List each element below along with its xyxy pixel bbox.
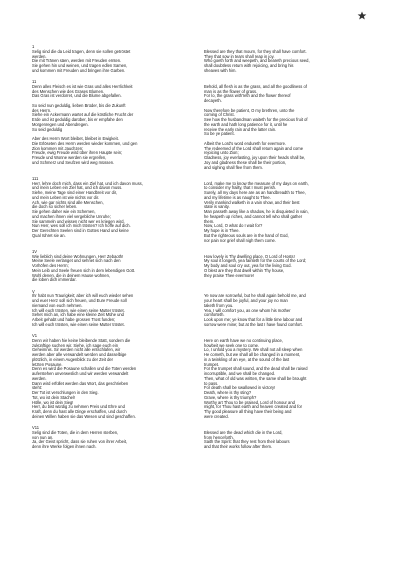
english-line: were created. xyxy=(204,413,229,419)
section-5 xyxy=(32,290,376,328)
english-line: them. xyxy=(204,218,215,224)
english-line: comforteth. xyxy=(204,312,225,318)
english-line: sorrow were mine; but at the last I have found comfort. xyxy=(204,321,303,327)
english-line: Blessed are they that mourn, for they shall have comfort. xyxy=(204,48,307,54)
english-line: The redeemed of the Lord shall return again and come xyxy=(204,145,303,151)
english-line: Albeit the Lord's word endureth for evermore. xyxy=(204,140,287,146)
english-line: Death, where is thy sting? xyxy=(204,390,252,395)
german-line: von nun an. xyxy=(32,434,54,440)
german-line: Sie sammeln und wissen nicht wer es kriegen wird. xyxy=(32,218,125,224)
german-line: letzten Posaune. xyxy=(32,361,63,367)
english-line: Saith the Spirit: that they rest from their labours xyxy=(204,439,290,445)
german-line: Tot, wo ist dein Stachel! xyxy=(32,394,76,400)
english-line: Who goeth forth and weepeth, and beareth precious seed, xyxy=(204,58,310,64)
german-line: auferstehen unverweslich und wir werden verwandelt xyxy=(32,371,129,376)
german-line: Selig sind die da Leid tragen, denn sie sollen getröstet xyxy=(32,48,131,54)
german-line: Aber des Herrn Wort bleibet, bleibet in Ewigkeit. xyxy=(32,136,119,141)
english-line: Behold, all flesh is as the grass, and all the goodliness of xyxy=(204,83,307,89)
german-line: Die mit Tränen säen, werden mit Freuden ernten. xyxy=(32,58,122,64)
english-line: Grave, where is thy triumph? xyxy=(204,394,257,400)
english-line: Man passeth away like a shadow, he is disquieted in vain, xyxy=(204,209,309,214)
english-line: Blessed are the dead which die in the Lord, xyxy=(204,429,283,435)
english-line: from henceforth, xyxy=(204,434,234,440)
german-line: werden aber alle verwandelt werden und dasselbige xyxy=(32,352,127,357)
english-line: Then, what of old was written, the same shall be brought xyxy=(204,375,307,381)
german-line: Morgenregen und Abendregen. xyxy=(32,121,89,127)
german-line: steht: xyxy=(32,385,43,391)
german-text-column xyxy=(32,290,198,328)
german-line: Siehe, meine Tage sind einer Handbreit vor dir, xyxy=(32,190,118,195)
german-line: Freude und Wonne werden sie ergreifen, xyxy=(32,155,107,160)
english-line: incorruptible, and we shall be changed. xyxy=(204,371,276,376)
english-line: Yea, I will comfort you, as one whom his mother xyxy=(204,307,291,313)
german-line: Ach, wie gar nichts sind alle Menschen, xyxy=(32,199,104,205)
german-line: Der Gerechten Seelen sind in Gottes Hand und keine xyxy=(32,228,129,233)
english-line: Now, Lord, O what do I wait for? xyxy=(204,223,263,229)
english-line: receive the early rain and the latter rain. xyxy=(204,126,277,132)
german-text-column xyxy=(32,80,198,170)
german-line: Das Gras ist verdorret, und die Blume abgefallen. xyxy=(32,93,122,99)
english-line: Ye now are sorrowful, but he shall again behold me, and xyxy=(204,293,306,299)
english-line: Here on earth have we no continuing place, xyxy=(204,337,283,343)
section-3 xyxy=(32,177,376,244)
english-text-column xyxy=(204,290,376,328)
english-line: He cometh, but we shall all be changed in a moment, xyxy=(204,352,301,357)
section-number: V11 xyxy=(32,426,39,430)
section-number: V xyxy=(32,289,35,294)
english-line: How lovely is Thy dwelling place, O Lord of Hosts! xyxy=(204,253,295,259)
english-text-column xyxy=(204,177,376,244)
german-line: Meine Seele verlanget und sehnet sich nach den xyxy=(32,258,121,264)
english-line: Lo, I unfold you a mystery. We shall not all sleep when xyxy=(204,347,303,353)
section-number: 1V xyxy=(32,249,38,254)
english-line: Lord, make me to know the measure of my days on earth, xyxy=(204,180,309,186)
german-line: Selig sind die Toten, die in dem Herren sterben, xyxy=(32,429,119,435)
english-line: rejoicing unto Zion; xyxy=(204,150,239,156)
german-line: die loben dich immerdar. xyxy=(32,277,77,283)
english-line: coming of Christ. xyxy=(204,112,235,118)
english-line: decayeth. xyxy=(204,98,222,103)
english-text-column xyxy=(204,426,376,450)
german-line: Arbeit gehabt und habe grossen Trost funden; xyxy=(32,317,116,322)
german-line: Herr, du bist würdig zu nehmen Preis und Ehre und xyxy=(32,404,125,410)
section-number: 111 xyxy=(32,176,39,181)
german-line: des Menschen wie des Grases Blumen. xyxy=(32,88,105,94)
german-line: deinen Willen haben sie das Wesen und sind geschaffen. xyxy=(32,413,136,419)
english-text-column xyxy=(204,250,376,283)
bilingual-text-body xyxy=(32,45,376,456)
german-text-column xyxy=(32,334,198,420)
english-line: trumpet. xyxy=(204,361,220,367)
section-1 xyxy=(32,45,376,74)
english-line: O blest are they that dwell within Thy house, xyxy=(204,267,285,273)
english-line: howbeit we seek one to come. xyxy=(204,342,260,348)
german-line: Ihr habt nun Traurigkeit; aber ich will euch wieder sehen xyxy=(32,293,134,299)
german-line: Ich will euch trösten, wie einen seine Mutter tröstet. xyxy=(32,321,125,327)
english-line: state is vanity. xyxy=(204,204,230,210)
section-number: 1 xyxy=(32,45,35,49)
german-line: werden. xyxy=(32,53,47,59)
english-line: and sighing shall flee from them. xyxy=(204,164,263,170)
german-line: und Schmerz und Seufzen wird weg müssen. xyxy=(32,159,115,165)
german-line: Der Tot ist verschlungen in den Sieg. xyxy=(32,390,99,395)
section-6 xyxy=(32,334,376,420)
german-line: Ja, der Geist spricht, dass sie ruhen von ihrer Arbeit, xyxy=(32,439,128,445)
german-line: Vorhöfen des Herrn; xyxy=(32,263,69,268)
english-line: Joy and gladness these shall be their portion, xyxy=(204,159,287,165)
german-line: zukünftige suchen wir. Siehe, ich sage euch ein xyxy=(32,342,119,348)
german-line: des Herrn. xyxy=(32,107,52,113)
german-line: So seid geduldig xyxy=(32,126,63,132)
german-line: Die Erlöseten des Herrn werden wieder kommen, und gen xyxy=(32,140,138,146)
english-line: your heart shall be joyful, and your joy no man xyxy=(204,298,288,303)
english-line: My body and soul cry out, yea for the living God. xyxy=(204,263,292,268)
english-line: Look upon me; ye know that for a little time labour and xyxy=(204,317,303,322)
german-text-column xyxy=(32,177,198,244)
german-line: Nun Herr, wes soll ich mich trösten? Ich hoffe auf dich. xyxy=(32,223,131,229)
german-text-column xyxy=(32,426,198,450)
german-line: Ich will euch trösten, wie einen seine Mutter tröstet. xyxy=(32,307,125,313)
german-line: Denn es wird die Posaune schallen und die Toten werden xyxy=(32,366,137,372)
english-line: and my lifetime is as naught to Thee. xyxy=(204,194,271,200)
german-line: Erde und ist geduldig darüber, bis er empfahe den xyxy=(32,117,123,122)
german-line: Sie gehen daher wie ein Schemen, xyxy=(32,209,96,214)
english-line: For death shall be swallowed in victory! xyxy=(204,385,276,391)
german-text-column xyxy=(32,250,198,283)
english-line: nor pain nor grief shall nigh them come. xyxy=(204,237,276,243)
english-line: My hope is in Thee. xyxy=(204,228,240,233)
english-line: For lo, the grass with'reth and the flower thereof xyxy=(204,93,291,99)
german-line: Qual rühret sie an. xyxy=(32,232,66,238)
german-line: und euer Herz soll sich freuen, und Eure Freude soll xyxy=(32,298,127,303)
english-line: might, for Thou hast earth and heaven created and for xyxy=(204,404,303,410)
english-line: Thy good pleasure all thing have their being and xyxy=(204,409,292,414)
german-line: und mein Leben ist wie nichts vor dir. xyxy=(32,194,100,200)
german-line: und machen ihnen viel vergebliche Unruhe; xyxy=(32,213,111,219)
german-line: plötzlich, in einem Augenblick zu der Zeit der xyxy=(32,356,114,362)
german-line: werden. xyxy=(32,375,47,381)
german-line: Geheimnis. Sir werden nicht alle entschlafen, wir xyxy=(32,347,121,353)
english-line: Surely, all my days here are as an handbreadth to Thee, xyxy=(204,190,306,195)
german-line: Herr, lehre doch mich, dass ein Ziel hat, und ich davon muss, xyxy=(32,180,143,186)
german-line: Kraft, denn du hast alle Dinge erschaffen, und durch xyxy=(32,409,127,414)
german-line: So seid nun geduldig, lieben Brüder, bis die Zukunft xyxy=(32,102,126,108)
english-line: they praise Thee evermore! xyxy=(204,272,254,278)
german-line: denn ihre Werke folgen ihnen nach. xyxy=(32,444,97,449)
german-line: die doch so sicher leben. xyxy=(32,204,78,210)
german-text-column xyxy=(32,45,198,74)
german-line: Freude, ewig Freude wird über ihren Haupte sein; xyxy=(32,150,123,156)
german-line: Zion kommen mit Jauchzen; xyxy=(32,145,84,151)
german-line: niemand von euch nehmen. xyxy=(32,302,83,308)
section-4 xyxy=(32,250,376,283)
german-line: Denn wir haben hie keine bleibende Statt, sondern die xyxy=(32,337,131,343)
english-line: sheaves with him. xyxy=(204,67,237,73)
german-line: Dann wird erfüllet werden das Wort, das geschrieben xyxy=(32,380,129,386)
section-number: V1 xyxy=(32,334,38,338)
english-text-column xyxy=(204,45,376,74)
german-line: Sehet mich an, ich habe eine kleine Zeit Mühe und xyxy=(32,312,124,318)
english-line: They that sow in tears shall reap in joy. xyxy=(204,53,275,59)
english-line: See how the husbandman waiteth for the precious fruit of xyxy=(204,117,308,122)
english-line: For the trumpet shall sound, and the dead shall be raised xyxy=(204,366,308,372)
english-text-column xyxy=(204,80,376,170)
german-line: Mein Leib und Seele freuen sich in dem lebendigen Gott. xyxy=(32,267,136,273)
section-number: 11 xyxy=(32,80,37,84)
english-line: the earth and hath long patience for it, until he xyxy=(204,121,288,127)
german-line: und mein Leben ein Ziel hat, und ich davon muss. xyxy=(32,185,123,191)
english-line: So be ye patient. xyxy=(204,131,235,137)
section-7 xyxy=(32,426,376,450)
english-line: Gladness, joy everlasting, joy upon their heads shall be, xyxy=(204,155,306,160)
section-2 xyxy=(32,80,376,170)
english-line: Verily mankind walketh in a vain show, and their best xyxy=(204,199,300,205)
corner-star-icon xyxy=(357,11,367,20)
english-line: But the righteous souls are in the hand of God, xyxy=(204,232,289,238)
german-line: Sie gehen hin und weinen, und tragen edlen Samen, xyxy=(32,63,128,68)
english-line: to pass. xyxy=(204,380,219,386)
english-line: he heapeth up riches, and cannot tell who shall gather xyxy=(204,213,303,219)
german-line: Denn alles Fleisch es ist wie Gras und alles Herrlichkeit xyxy=(32,83,133,89)
german-line: Wie lieblich sind deine Wohnungen, Herr Zebaoth! xyxy=(32,253,124,259)
german-line: Siehe ein Ackermann wartet auf die köstliche Frucht der xyxy=(32,112,134,118)
english-line: in a twinkling of an eye, at the sound of the last xyxy=(204,356,290,362)
english-line: shall doubtless return with rejoicing, and bring his xyxy=(204,63,294,68)
german-line: Hölle, wo ist dein Sieg! xyxy=(32,399,74,405)
english-text-column xyxy=(204,334,376,420)
english-line: Worthy art Thou to be praised, Lord of honour and xyxy=(204,399,295,405)
english-line: and that their works follow after them. xyxy=(204,444,273,449)
english-line: taketh from you. xyxy=(204,302,234,308)
german-line: und kommen mit Freuden und bringen ihre Garben. xyxy=(32,67,126,73)
english-line: to consider my frailty, that I must perish. xyxy=(204,185,277,191)
english-line: man is as the flower of grass. xyxy=(204,88,258,94)
english-line: My soul it longeth, yea fainteth for the courts of the Lord; xyxy=(204,258,307,264)
german-line: Wohl denen, die in deinem Hause wohnen, xyxy=(32,272,110,278)
english-line: Now therefore be patient, O my brethren, unto the xyxy=(204,107,295,113)
